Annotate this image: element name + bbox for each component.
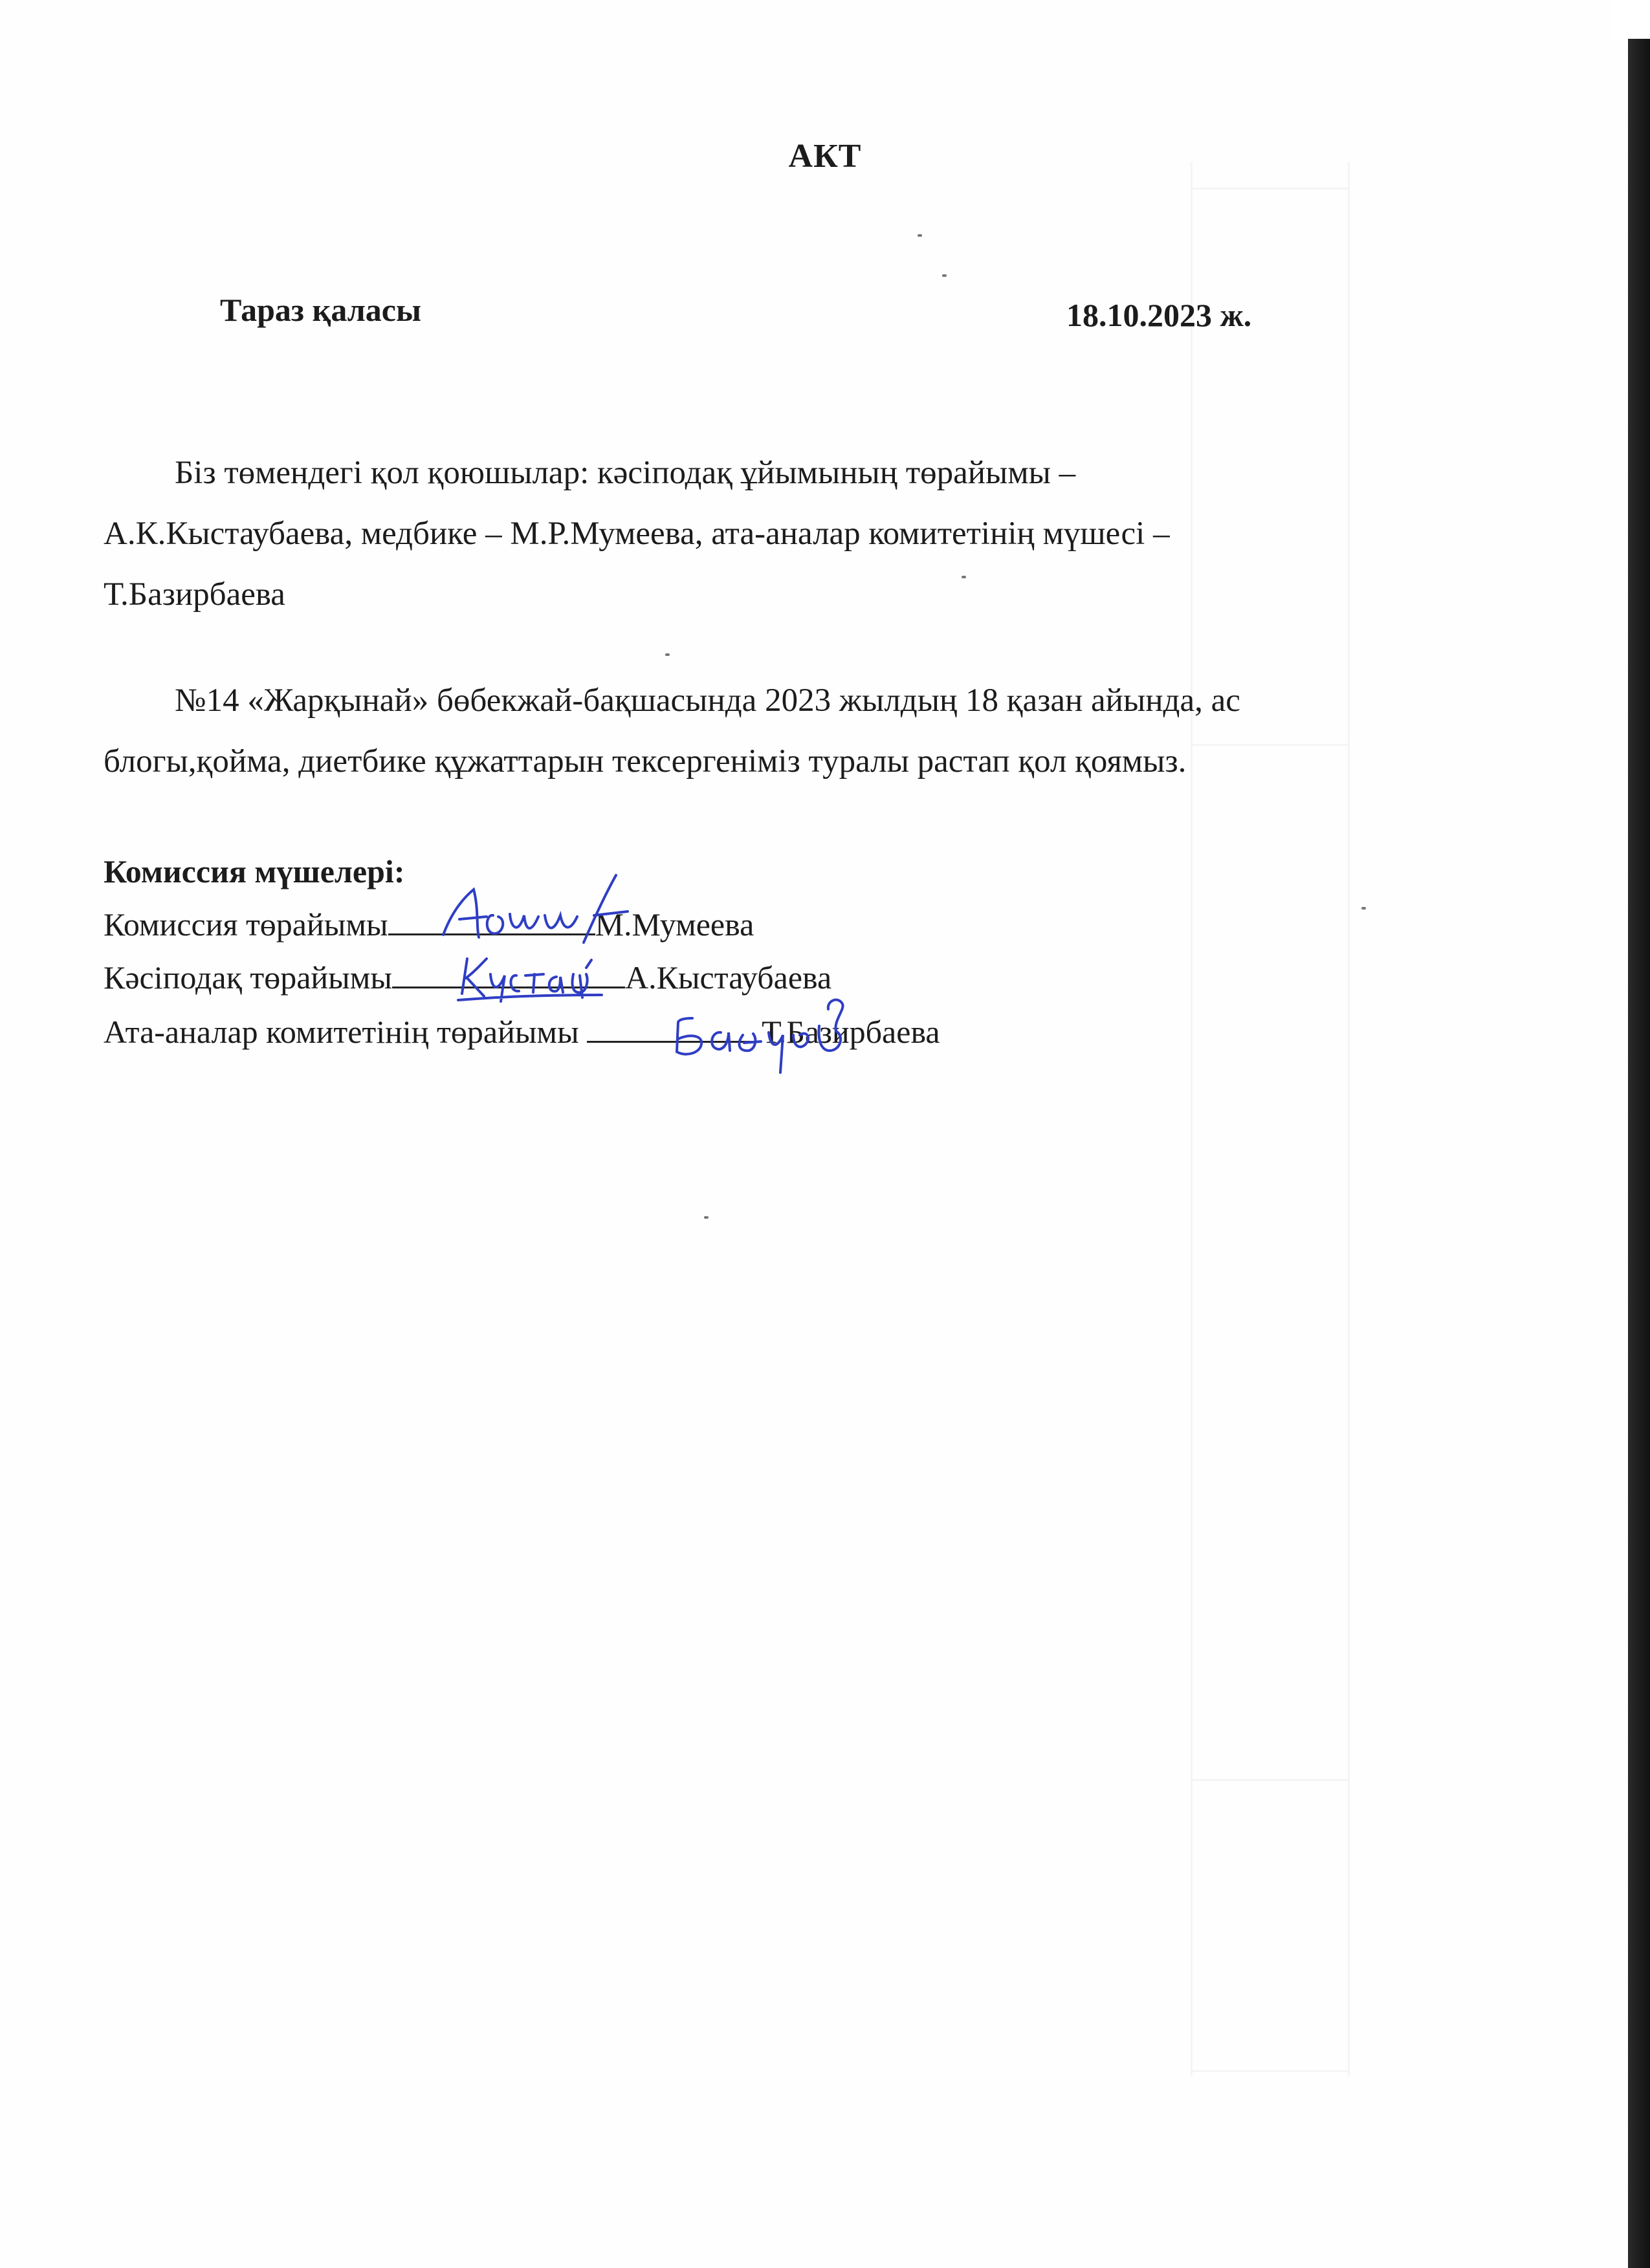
signatory-role: Комиссия төрайымы: [104, 906, 388, 943]
signatory-role: Ата-аналар комитетінің төрайымы: [104, 1014, 588, 1050]
scan-speck: [1361, 907, 1366, 910]
paragraph-signatories: [104, 442, 1436, 625]
document-title: АКТ: [788, 138, 862, 175]
scan-speck: [665, 653, 670, 656]
signatory-name: А.Кыстаубаева: [625, 959, 832, 996]
members-heading: Комиссия мүшелері:: [104, 853, 405, 889]
signature-line: [388, 908, 595, 935]
scan-edge-corner: [1611, 0, 1650, 39]
signature-row: [104, 959, 831, 996]
signature-line: [587, 1015, 762, 1043]
signature-row: [104, 1013, 940, 1051]
scan-speck: [704, 1216, 709, 1219]
paragraph-line: №14 «Жарқынай» бөбекжай-бақшасында 2023 жылдың 18 қазан айында, ас: [175, 682, 1240, 719]
city-name: Тараз қаласы: [220, 292, 422, 328]
scan-edge-shadow: [1628, 39, 1650, 2268]
paragraph-line: Біз төмендегі қол қоюшылар: кәсіподақ ұйымының төрайымы –: [175, 455, 1076, 491]
signature-line: [392, 961, 625, 988]
paragraph-line: блогы,қойма, диетбике құжаттарын тексергеніміз туралы растап қол қоямыз.: [104, 743, 1187, 780]
paragraph-line: Т.Базирбаева: [104, 576, 285, 613]
document-date: 18.10.2023 ж.: [1066, 297, 1252, 333]
paragraph-inspection: [104, 670, 1436, 792]
scan-speck: [942, 274, 947, 277]
signatory-name: Т.Базирбаева: [762, 1014, 940, 1050]
signatory-name: М.Мумеева: [595, 906, 754, 943]
paragraph-line: А.К.Кыстаубаева, медбике – М.Р.Мумеева, ата-аналар комитетінің мүшесі –: [104, 516, 1170, 552]
scan-speck: [918, 234, 922, 237]
signatory-role: Кәсіподақ төрайымы: [104, 959, 392, 996]
signature-row: [104, 906, 754, 943]
